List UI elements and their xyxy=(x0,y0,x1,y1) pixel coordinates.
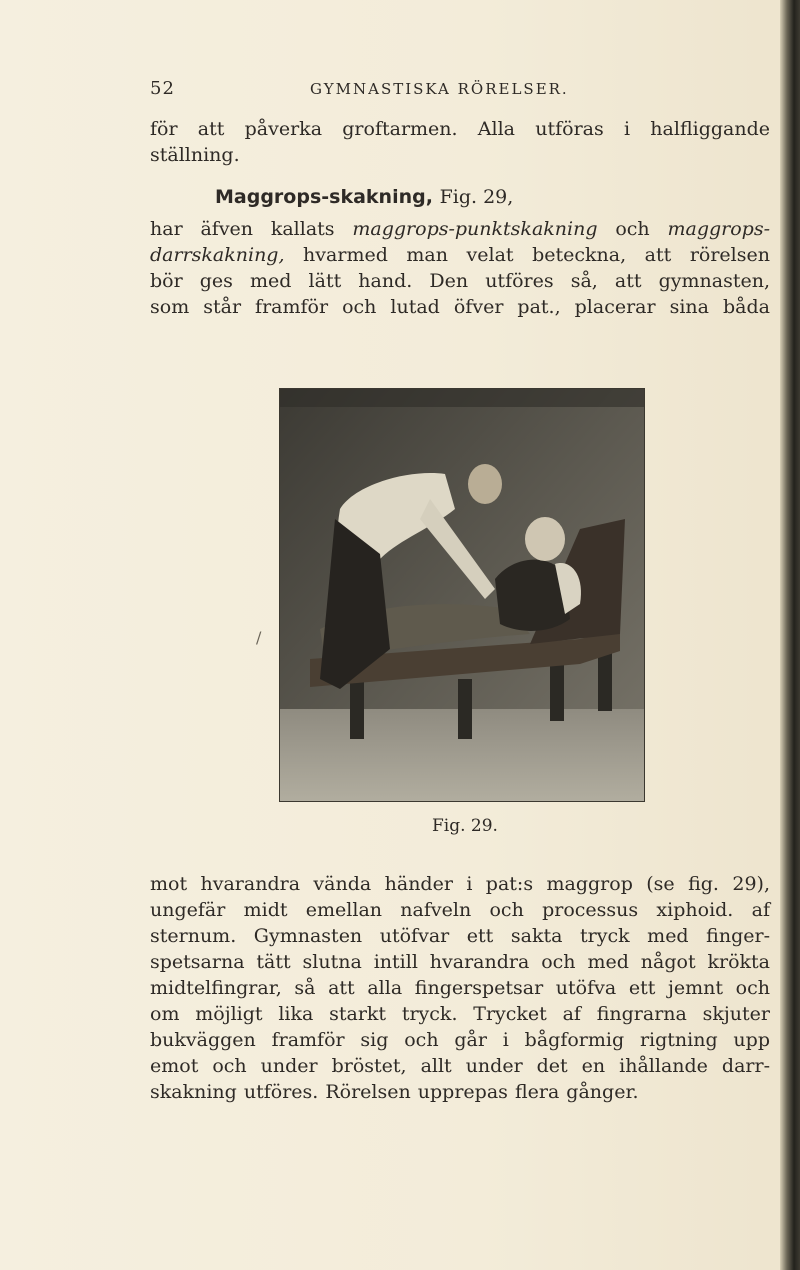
paragraph-3-line-4: spetsarna tätt slutna intill hvarandra och med något krökta xyxy=(150,951,770,973)
photo-edge-shade xyxy=(280,389,644,407)
text-span: och xyxy=(597,218,668,240)
paragraph-2-line-4: som står framför och lutad öfver pat., placerar sina båda xyxy=(150,296,770,318)
paragraph-2-line-2 xyxy=(150,242,770,268)
couch-leg xyxy=(550,659,564,721)
photograph-illustration xyxy=(280,389,644,801)
paragraph-3-line-8: emot och under bröstet, allt under det en ihållande darr- xyxy=(150,1055,770,1077)
patient-head xyxy=(525,517,565,561)
italic-term: darrskakning, xyxy=(150,244,285,266)
paragraph-1-line-1: för att påverka groftarmen. Alla utföras i halfliggande xyxy=(150,118,770,140)
couch-leg xyxy=(598,651,612,711)
paragraph-1-line-2: ställning. xyxy=(150,144,240,166)
gymnast-head xyxy=(468,464,502,504)
paragraph-3-line-6: om möjligt lika starkt tryck. Trycket af fingrarna skjuter xyxy=(150,1003,770,1025)
paragraph-3-line-5: midtelfingrar, så att alla fingerspetsar utöfva ett jemnt och xyxy=(150,977,770,999)
paragraph-3-line-9: skakning utföres. Rörelsen upprepas flera gånger. xyxy=(150,1081,639,1103)
section-heading xyxy=(215,186,513,208)
figure-photograph xyxy=(279,388,645,802)
text-span: hvarmed man velat beteckna, att rörelsen xyxy=(284,244,770,266)
couch-leg xyxy=(350,679,364,739)
paragraph-3-line-1: mot hvarandra vända händer i pat:s maggrop (se fig. 29), xyxy=(150,873,770,895)
section-title: Maggrops-skakning, xyxy=(215,186,433,208)
paragraph-3-line-2: ungefär midt emellan nafveln och processus xiphoid. af xyxy=(150,899,770,921)
paragraph-2-line-3: bör ges med lätt hand. Den utföres så, att gymnasten, xyxy=(150,270,770,292)
italic-term: maggrops-punktskakning xyxy=(352,218,598,240)
paragraph-3-line-3: sternum. Gymnasten utöfvar ett sakta tryck med finger- xyxy=(150,925,770,947)
italic-term: maggrops- xyxy=(667,218,770,240)
page-header xyxy=(150,78,770,102)
book-spine-edge xyxy=(780,0,800,1270)
running-head: GYMNASTISKA RÖRELSER. xyxy=(310,80,569,98)
couch-leg xyxy=(458,679,472,739)
text-span: har äfven kallats xyxy=(150,218,353,240)
figure-caption: Fig. 29. xyxy=(432,816,498,836)
paragraph-3-line-7: bukväggen framför sig och går i bågformig rigtning upp xyxy=(150,1029,770,1051)
stray-pencil-mark: / xyxy=(256,628,262,647)
paragraph-2-line-1 xyxy=(150,216,770,242)
page-number: 52 xyxy=(150,78,175,99)
section-figure-reference: Fig. 29, xyxy=(439,186,514,208)
